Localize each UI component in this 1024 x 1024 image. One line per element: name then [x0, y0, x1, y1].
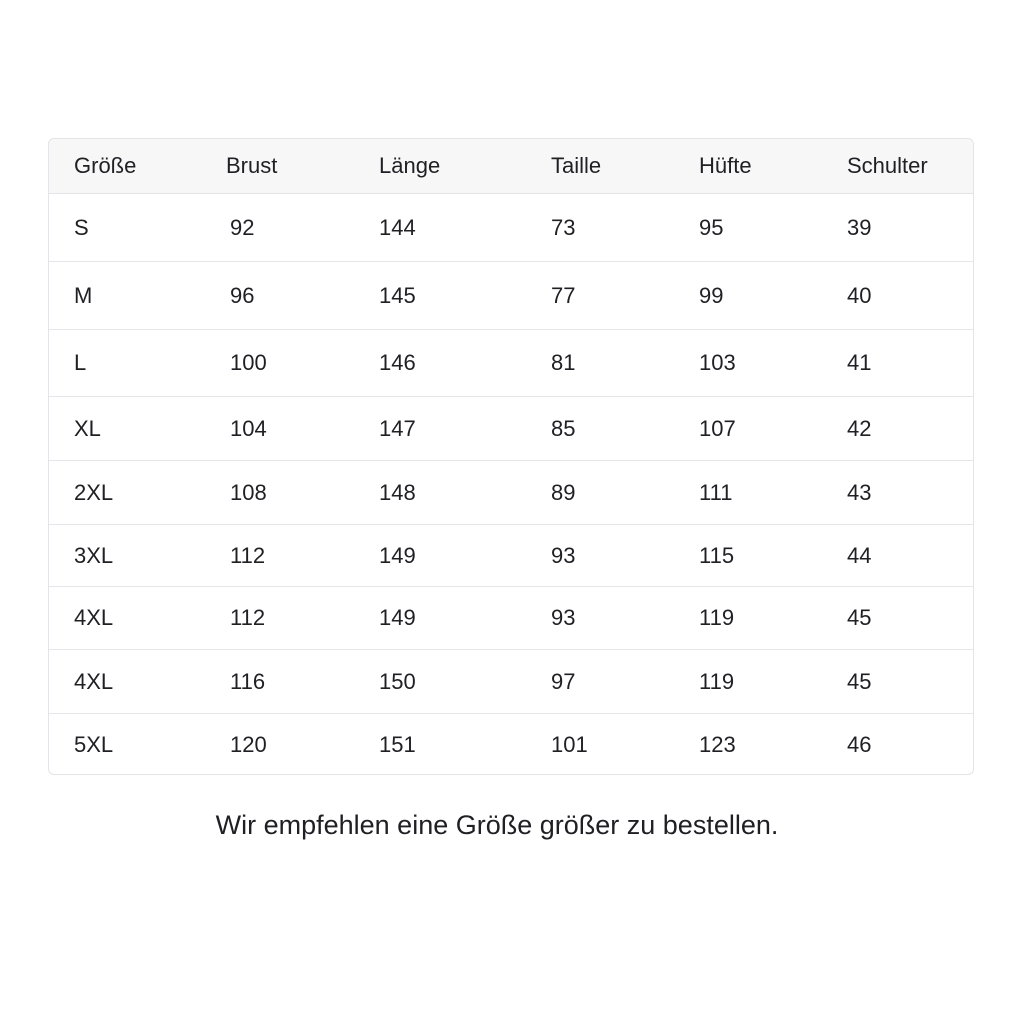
header-size: Größe — [74, 153, 137, 178]
cell-chest: 120 — [230, 731, 267, 757]
cell-waist: 85 — [551, 415, 576, 441]
cell-shoulder: 42 — [847, 415, 872, 441]
cell-size: 4XL — [74, 668, 114, 694]
cell-hip: 103 — [699, 350, 736, 375]
cell-waist: 97 — [551, 668, 576, 694]
cell-shoulder: 40 — [847, 282, 872, 308]
cell-hip: 123 — [699, 731, 736, 757]
header-hip: Hüfte — [699, 153, 752, 178]
cell-chest: 112 — [230, 542, 266, 568]
cell-waist: 81 — [551, 350, 576, 375]
cell-waist: 101 — [551, 731, 588, 757]
cell-waist: 93 — [551, 542, 576, 568]
cell-chest: 116 — [230, 668, 266, 694]
cell-shoulder: 45 — [847, 605, 872, 630]
cell-hip: 99 — [699, 282, 724, 308]
cell-chest: 96 — [230, 282, 255, 308]
cell-chest: 108 — [230, 479, 267, 505]
table-row — [49, 194, 973, 262]
cell-hip: 111 — [699, 479, 733, 505]
header-length: Länge — [379, 153, 441, 178]
cell-waist: 93 — [551, 605, 576, 630]
cell-shoulder: 44 — [847, 542, 872, 568]
cell-length: 150 — [379, 668, 416, 694]
cell-shoulder: 45 — [847, 668, 872, 694]
table-row — [49, 714, 973, 775]
cell-chest: 112 — [230, 605, 266, 630]
cell-length: 151 — [379, 731, 416, 757]
header-shoulder: Schulter — [847, 153, 928, 178]
cell-size: 2XL — [74, 479, 114, 505]
cell-chest: 92 — [230, 214, 255, 240]
size-recommendation-note: Wir empfehlen eine Größe größer zu bestellen. — [215, 810, 779, 840]
cell-hip: 107 — [699, 415, 736, 441]
cell-shoulder: 39 — [847, 214, 872, 240]
cell-chest: 100 — [230, 350, 267, 375]
header-waist: Taille — [551, 153, 602, 178]
cell-size: M — [74, 282, 93, 308]
cell-waist: 77 — [551, 282, 576, 308]
cell-size: 4XL — [74, 605, 114, 630]
cell-hip: 119 — [699, 605, 735, 630]
cell-waist: 73 — [551, 214, 576, 240]
cell-length: 149 — [379, 605, 416, 630]
cell-length: 147 — [379, 415, 416, 441]
cell-shoulder: 41 — [847, 350, 872, 375]
cell-length: 148 — [379, 479, 416, 505]
table-row — [49, 525, 973, 587]
table-row — [49, 461, 973, 525]
cell-length: 144 — [379, 214, 416, 240]
table-row — [49, 650, 973, 714]
cell-size: 5XL — [74, 731, 114, 757]
header-chest: Brust — [226, 153, 278, 178]
cell-chest: 104 — [230, 415, 267, 441]
table-row — [49, 330, 973, 397]
table-header-row — [49, 139, 973, 194]
table-row — [49, 262, 973, 330]
cell-shoulder: 46 — [847, 731, 872, 757]
cell-hip: 115 — [699, 542, 735, 568]
cell-size: XL — [74, 415, 101, 441]
cell-hip: 119 — [699, 668, 735, 694]
cell-waist: 89 — [551, 479, 576, 505]
table-row — [49, 397, 973, 461]
cell-shoulder: 43 — [847, 479, 872, 505]
cell-length: 145 — [379, 282, 416, 308]
cell-length: 149 — [379, 542, 416, 568]
cell-length: 146 — [379, 350, 416, 375]
table-row — [49, 587, 973, 650]
size-chart-table — [48, 138, 974, 775]
cell-hip: 95 — [699, 214, 724, 240]
cell-size: L — [74, 350, 87, 375]
cell-size: 3XL — [74, 542, 114, 568]
cell-size: S — [74, 214, 89, 240]
